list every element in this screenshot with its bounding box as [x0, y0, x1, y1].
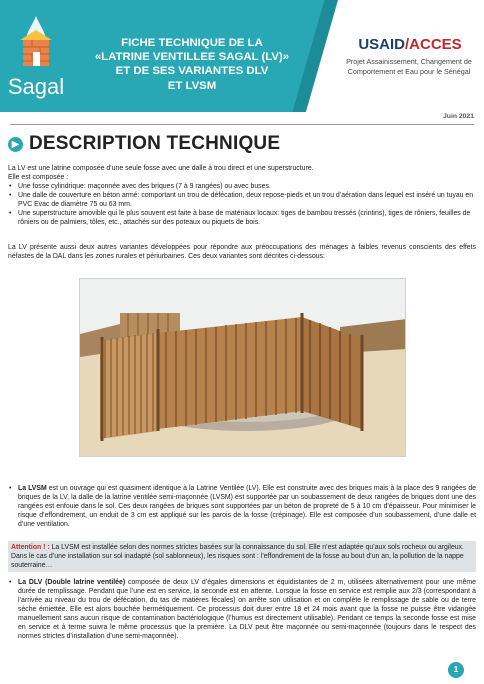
- latrine-illustration: [79, 278, 406, 457]
- dlv-block: [8, 578, 476, 641]
- section-heading: [8, 133, 280, 155]
- intro-line: La LV est une latrine composée d’une seule fosse avec une dalle à trou direct et une superstructure.: [8, 165, 314, 172]
- latrine-logo-icon: [6, 12, 66, 74]
- list-item: • Une dalle de couverture en béton armé: comportant un trou de défécation, deux repose-pieds et un trou d’aération dans lequel est inséré un tuyau en PVC Evac de diamètre 75 ou 63 mm.: [8, 191, 476, 209]
- dlv-label: La DLV (Double latrine ventilée): [18, 579, 126, 586]
- acces-text: /ACCES: [404, 36, 462, 53]
- list-item: • Une fosse cylindrique: maçonnée avec des briques (7 à 9 rangées) ou avec buses.: [8, 182, 476, 191]
- usaid-text: USAID: [358, 36, 405, 53]
- project-name: Projet Assainissement, Changement de Comportement et Eau pour le Sénégal: [346, 57, 472, 76]
- title-line: FICHE TECHNIQUE DE LA: [121, 37, 263, 49]
- component-list: [8, 182, 476, 227]
- publication-date: Juin 2021: [443, 113, 474, 120]
- dlv-text: composée de deux LV d’égales dimensions et équidistantes de 2 m, utilisées alternativement pour une même durée de remplissage. Pendant que l’une est en service, la seconde est en attente. Lorsque la fosse en service est remplie aux 2/3 (correspondant à l’arrivée au niveau du trou de défécation, du tas de matières fécales) on arrête son utilisation et on complète le remplissage de sable ou de terre sèche émiettée. Elle est alors bouchée hermétiquement. Ce processus doit durer entre 18 et 24 mois avant que la fosse ne puisse être vidangée manuellement sans aucun risque de contamination bactériologique (l’humus est directement utilisable). Pendant ce temps la seconde fosse est mise en service et à terme suivra le même processus que la première. La DLV peut être maçonnée ou semi-maçonnée (toujours dans le respect des normes strictes d’installation d’une semi-maçonnée).: [18, 579, 476, 640]
- lvsm-paragraph: [8, 484, 476, 529]
- title-line: ET DE SES VARIANTES DLV: [115, 65, 269, 78]
- list-item: • Une superstructure amovible qui le plus souvent est faite à base de matériaux locaux: tiges de bambou tressés (crintins), tiges de rôniers, feuilles de rôniers ou de palmiers, tôles, etc., attachés sur des poteaux ou piquets de bois.: [8, 209, 476, 227]
- variants-paragraph: La LV présente aussi deux autres variantes développées pour répondre aux préoccupations des ménages à faibles revenus conscients des effets néfastes de la DAL dans les zones rurales et périurbaines. Ces deux variantes sont décrites ci-dessous:: [8, 244, 476, 260]
- intro-line: Elle est composée :: [8, 174, 69, 181]
- section-title: DESCRIPTION TECHNIQUE: [29, 133, 281, 154]
- lvsm-label: La LVSM: [18, 485, 47, 492]
- usaid-acces-logo: [340, 36, 480, 53]
- latrine-illustration-image: [80, 279, 406, 457]
- header: [0, 0, 484, 112]
- intro-paragraph: [8, 164, 476, 182]
- document-title: [72, 36, 312, 93]
- lvsm-block: [8, 484, 476, 529]
- attention-box: [8, 541, 476, 572]
- attention-label: Attention ! :: [11, 544, 50, 551]
- page-number: 1: [448, 662, 464, 678]
- title-line: «LATRINE VENTILLEE SAGAL (LV)»: [94, 51, 290, 64]
- title-line: ET LVSM: [167, 79, 217, 92]
- attention-text: La LVSM est installée selon des normes strictes basées sur la connaissance du sol. Elle n’est adaptée qu’aux sols rocheux ou argileux. Dans le cas d’une installation sur sol inadapté (sol sablonneux), les risques sont : l’effondrement de la fosse au bout d’un an, la pollution de la nappe souterraine…: [11, 544, 464, 569]
- dlv-paragraph: [8, 578, 476, 641]
- sagal-logo: [6, 12, 66, 104]
- logo-word: Sagal: [7, 74, 65, 99]
- lvsm-text: est un ouvrage qui est quasiment identique à la Latrine Ventilée (LV). Elle est construite avec des briques mais à la place des 9 rangées de briques de la LV, la dalle de la latrine ventilée semi-maçonnée (LVSM) est supportée par un soubassement de deux rangées de briques dont une des rangées est enfouie dans le sol. Ces deux rangées de briques sont supportées par un béton de propreté de 5 à 10 cm d’épaisseur. Pour minimiser le risque d’effondrement, un enduit de 3 cm est appliqué sur les parois de la fosse (crépinage). Elle est composée d’un soubassement, d’une dalle et d’une ventilation.: [18, 485, 476, 528]
- divider: [10, 124, 474, 125]
- play-bullet-icon: ▶: [8, 137, 23, 152]
